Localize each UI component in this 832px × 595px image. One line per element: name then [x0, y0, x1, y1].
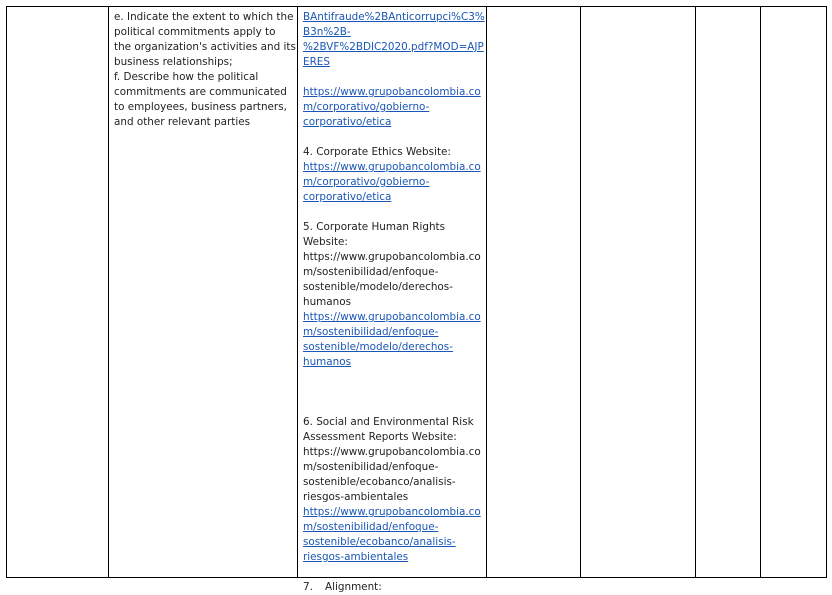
requirements-cell	[114, 10, 296, 130]
column-divider	[695, 7, 696, 577]
item-5-link[interactable]	[303, 310, 485, 370]
link-line[interactable]: https://www.grupobancolombia.co	[303, 506, 481, 518]
requirement-line: the organization's activities and its	[114, 41, 296, 53]
column-divider	[108, 7, 109, 577]
column-divider	[580, 7, 581, 577]
requirement-line: to employees, business partners,	[114, 101, 287, 113]
policy-pdf-link[interactable]	[303, 10, 485, 70]
item-6-link[interactable]	[303, 505, 485, 565]
link-line[interactable]: https://www.grupobancolombia.co	[303, 311, 481, 323]
item-4-title: 4. Corporate Ethics Website:	[303, 146, 451, 158]
item-5-url: humanos	[303, 296, 352, 308]
requirement-line: political commitments apply to	[114, 26, 276, 38]
link-line[interactable]: m/corporativo/gobierno-	[303, 101, 430, 113]
item-6-title: Assessment Reports Website:	[303, 431, 457, 443]
link-line[interactable]: https://www.grupobancolombia.co	[303, 161, 481, 173]
item-4-link[interactable]	[303, 160, 485, 205]
requirement-line: e. Indicate the extent to which the	[114, 11, 294, 23]
item-7-title: Alignment:	[325, 581, 382, 593]
requirement-line: f. Describe how the political	[114, 71, 259, 83]
column-divider	[297, 7, 298, 577]
link-line[interactable]: %2BVF%2BDIC2020.pdf?MOD=AJP	[303, 41, 484, 53]
item-5-title: 5. Corporate Human Rights	[303, 221, 446, 233]
link-line[interactable]: ERES	[303, 56, 330, 68]
document-table	[6, 6, 827, 593]
link-line[interactable]: humanos	[303, 356, 352, 368]
requirement-line: commitments are communicated	[114, 86, 287, 98]
column-divider	[486, 7, 487, 577]
item-6-title: 6. Social and Environmental Risk	[303, 416, 474, 428]
link-line[interactable]: B3n%2B-	[303, 26, 351, 38]
link-line[interactable]: sostenible/ecobanco/analisis-	[303, 536, 456, 548]
item-7-number: 7.	[303, 581, 313, 593]
link-line[interactable]: sostenible/modelo/derechos-	[303, 341, 453, 353]
item-6-url: sostenible/ecobanco/analisis-	[303, 476, 456, 488]
item-5-url: https://www.grupobancolombia.co	[303, 251, 481, 263]
item-5-title: Website:	[303, 236, 348, 248]
item-6-url: riesgos-ambientales	[303, 491, 409, 503]
references-cell	[303, 10, 485, 595]
item-6-url: https://www.grupobancolombia.co	[303, 446, 481, 458]
item-5-url: m/sostenibilidad/enfoque-	[303, 266, 439, 278]
column-divider	[760, 7, 761, 577]
link-line[interactable]: m/sostenibilidad/enfoque-	[303, 326, 439, 338]
link-line[interactable]: riesgos-ambientales	[303, 551, 409, 563]
requirement-line: business relationships;	[114, 56, 233, 68]
requirement-line: and other relevant parties	[114, 116, 251, 128]
link-line[interactable]: corporativo/etica	[303, 116, 392, 128]
link-line[interactable]: BAntifraude%2BAnticorrupci%C3%	[303, 11, 485, 23]
ethics-link[interactable]	[303, 85, 485, 130]
link-line[interactable]: https://www.grupobancolombia.co	[303, 86, 481, 98]
item-5-url: sostenible/modelo/derechos-	[303, 281, 453, 293]
link-line[interactable]: m/corporativo/gobierno-	[303, 176, 430, 188]
item-7-heading	[303, 580, 485, 595]
link-line[interactable]: corporativo/etica	[303, 191, 392, 203]
item-6-url: m/sostenibilidad/enfoque-	[303, 461, 439, 473]
link-line[interactable]: m/sostenibilidad/enfoque-	[303, 521, 439, 533]
